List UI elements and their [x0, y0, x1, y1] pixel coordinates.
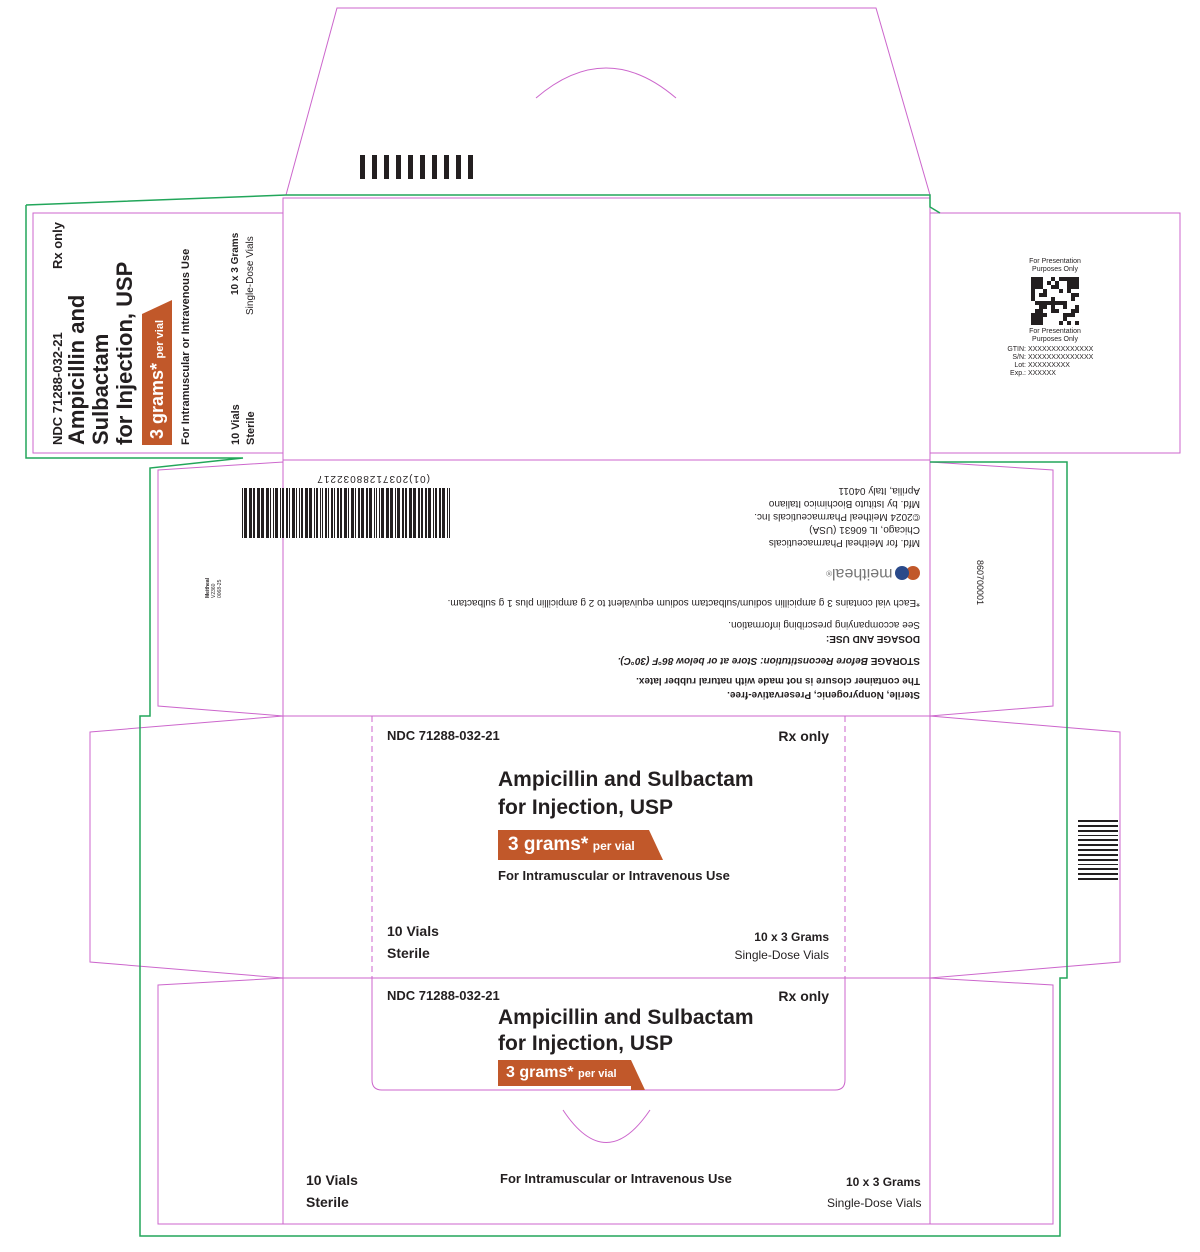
presentation-line1: For Presentation — [1029, 258, 1081, 265]
side-small-l3: 0068-25 — [217, 579, 223, 598]
thumb-notch-top — [536, 68, 676, 98]
city: Chicago, IL 60631 (USA) — [809, 524, 920, 535]
thumb-notch-bottom — [563, 1110, 650, 1143]
barcode-bar — [292, 488, 295, 538]
barcode-bar — [320, 488, 321, 538]
gtin-label: GTIN: — [1007, 346, 1026, 353]
right-bottom-flap — [930, 978, 1053, 1224]
storage-rest: Store at or below 86°F (30°C). — [617, 655, 758, 666]
left-side-flap — [90, 716, 283, 978]
side-small-l2: V2360 — [211, 583, 217, 598]
presentation-line4: Purposes Only — [1032, 336, 1078, 343]
barcode-bar — [325, 488, 327, 538]
side-code: 860700001 — [975, 560, 985, 606]
end-rx: Rx only — [50, 222, 65, 269]
back-panel-content — [290, 468, 920, 708]
end-count: 10 Vials — [230, 404, 242, 445]
footnote: *Each vial contains 3 g ampicillin sodium/sulbactam sodium equivalent to 2 g ampicillin plus 1 g sulbactam. — [447, 597, 920, 608]
barcode-bar — [439, 488, 441, 538]
barcode-bar — [257, 488, 260, 538]
meitheal-logo — [826, 546, 920, 582]
barcode-bar — [379, 488, 380, 538]
barcode-bar — [361, 488, 364, 538]
presentation-line3: For Presentation — [1029, 328, 1081, 335]
barcode-bar — [409, 488, 412, 538]
back-line1: Sterile, Nonpyrogenic, Preservative-free. — [727, 689, 920, 700]
front-ndc: NDC 71288-032-21 — [387, 728, 500, 743]
bottom-count: 10 Vials — [306, 1172, 358, 1188]
barcode-bar — [280, 488, 281, 538]
barcode-bar — [413, 488, 416, 538]
end-name-b: Sulbactam — [88, 333, 113, 445]
end-route: For Intramuscular or Intravenous Use — [180, 248, 192, 445]
barcode-bar — [390, 488, 393, 538]
tuck-strength-small: per vial — [578, 1068, 617, 1080]
bottom-sterile: Sterile — [306, 1194, 349, 1210]
end-strength-band — [142, 314, 172, 445]
barcode-bar — [286, 488, 288, 538]
lot-value: XXXXXXXXX — [1027, 362, 1070, 369]
gs1-text: (01)20371288032217 — [316, 473, 430, 484]
barcode-bar — [249, 488, 252, 538]
pharmacode-top — [360, 155, 473, 179]
storage-emph: Before Reconstitution: — [760, 655, 868, 666]
barcode-bar — [275, 488, 278, 538]
barcode-bar — [405, 488, 407, 538]
barcode-bar — [337, 488, 339, 538]
barcode-bar — [289, 488, 290, 538]
barcode-bar — [261, 488, 264, 538]
front-name-2: for Injection, USP — [498, 796, 674, 819]
barcode-bar — [386, 488, 389, 538]
barcode-bar — [447, 488, 448, 538]
presentation-line2: Purposes Only — [1032, 266, 1078, 273]
barcode-bar — [358, 488, 360, 538]
barcode-bar — [397, 488, 400, 538]
barcode-bar — [442, 488, 445, 538]
front-panel-content — [383, 726, 833, 971]
gs1-barcode — [240, 488, 450, 538]
end-name-a: Ampicillin and — [64, 294, 89, 445]
barcode-bar — [242, 488, 243, 538]
barcode-bar — [425, 488, 427, 538]
barcode-bar — [395, 488, 396, 538]
end-vials: Single-Dose Vials — [245, 236, 256, 315]
barcode-bar — [314, 488, 315, 538]
barcode-bar — [316, 488, 318, 538]
left-bottom-flap — [158, 978, 283, 1224]
barcode-bar — [322, 488, 323, 538]
barcode-bar — [449, 488, 450, 538]
top-panel — [283, 198, 930, 460]
end-strength-big: 3 grams* — [147, 362, 167, 439]
tuck-rx: Rx only — [778, 988, 829, 1004]
side-barcode — [1078, 820, 1118, 880]
barcode-bar — [253, 488, 255, 538]
end-pack: 10 x 3 Grams — [230, 232, 241, 295]
front-strength-big: 3 grams* — [508, 834, 589, 855]
tuck-name-2: for Injection, USP — [498, 1032, 674, 1055]
sn-value: XXXXXXXXXXXXXX — [1027, 354, 1094, 361]
location: Aprilia, Italy 04011 — [838, 485, 920, 496]
barcode-bar — [344, 488, 347, 538]
copyright: ©2024 Meitheal Pharmaceuticals Inc. — [754, 511, 920, 522]
tuck-strength-band — [498, 1060, 631, 1086]
logo-registered: ® — [826, 568, 832, 578]
qr-code — [1031, 277, 1079, 325]
barcode-bar — [348, 488, 349, 538]
barcode-bar — [435, 488, 437, 538]
tuck-name-1: Ampicillin and Sulbactam — [498, 1006, 754, 1029]
gtin-value: XXXXXXXXXXXXXX — [1027, 346, 1094, 353]
sn-label: S/N: — [1012, 354, 1026, 361]
qr-module — [1075, 321, 1079, 325]
serialization-block — [1000, 258, 1110, 378]
back-line2: The container closure is not made with natural rubber latex. — [636, 675, 920, 686]
barcode-bar — [366, 488, 368, 538]
front-strength-small: per vial — [592, 839, 635, 853]
front-rx: Rx only — [778, 728, 829, 744]
barcode-bar — [334, 488, 335, 538]
front-count: 10 Vials — [387, 923, 439, 939]
front-vials: Single-Dose Vials — [734, 948, 829, 962]
barcode-bar — [402, 488, 404, 538]
end-strength-small: per vial — [154, 319, 166, 359]
barcode-bar — [309, 488, 312, 538]
barcode-bar — [355, 488, 356, 538]
front-pack: 10 x 3 Grams — [754, 930, 829, 944]
front-strength-band — [498, 830, 649, 860]
barcode-bar — [282, 488, 284, 538]
dosage-title: DOSAGE AND USE: — [825, 633, 920, 644]
barcode-bar — [244, 488, 247, 538]
tuck-strength-big: 3 grams* — [506, 1064, 574, 1081]
barcode-bar — [299, 488, 300, 538]
right-glue-flap — [930, 462, 1053, 716]
barcode-bar — [376, 488, 377, 538]
lot-label: Lot: — [1014, 362, 1026, 369]
barcode-bar — [305, 488, 308, 538]
mfd-by: Mfd. by Istituto Biochimico Italiano — [768, 498, 920, 509]
tuck-ndc: NDC 71288-032-21 — [387, 988, 500, 1003]
bottom-route: For Intramuscular or Intravenous Use — [500, 1171, 732, 1186]
barcode-bar — [381, 488, 384, 538]
barcode-bar — [421, 488, 423, 538]
barcode-bar — [374, 488, 375, 538]
mfd-for: Mfd. for Meitheal Pharmaceuticals — [768, 537, 920, 548]
barcode-bar — [266, 488, 269, 538]
dosage-text: See accompanying prescribing information. — [728, 619, 920, 630]
exp-value: XXXXXX — [1027, 370, 1056, 377]
barcode-bar — [351, 488, 354, 538]
barcode-bar — [428, 488, 431, 538]
barcode-bar — [270, 488, 271, 538]
front-route: For Intramuscular or Intravenous Use — [498, 868, 730, 883]
bottom-pack: 10 x 3 Grams — [846, 1175, 921, 1189]
logo-text: meitheal — [831, 565, 893, 582]
barcode-bar — [331, 488, 333, 538]
side-small-block — [205, 578, 223, 598]
barcode-bar — [296, 488, 297, 538]
storage-label: STORAGE — [870, 655, 920, 666]
barcode-bar — [340, 488, 342, 538]
barcode-bar — [433, 488, 434, 538]
barcode-bar — [328, 488, 329, 538]
barcode-bar — [273, 488, 274, 538]
front-name-1: Ampicillin and Sulbactam — [498, 768, 754, 791]
bottom-tuck-content — [383, 986, 833, 1086]
end-ndc: NDC 71288-032-21 — [50, 332, 65, 445]
exp-label: Exp.: — [1010, 370, 1026, 377]
end-name-c: for Injection, USP — [112, 261, 137, 445]
front-sterile: Sterile — [387, 945, 430, 961]
end-sterile: Sterile — [245, 411, 257, 445]
barcode-bar — [301, 488, 303, 538]
bottom-vials: Single-Dose Vials — [827, 1196, 922, 1210]
side-small-l1: Meitheal — [205, 577, 211, 598]
barcode-bar — [418, 488, 420, 538]
barcode-bar — [369, 488, 372, 538]
left-end-panel-content — [40, 215, 280, 445]
